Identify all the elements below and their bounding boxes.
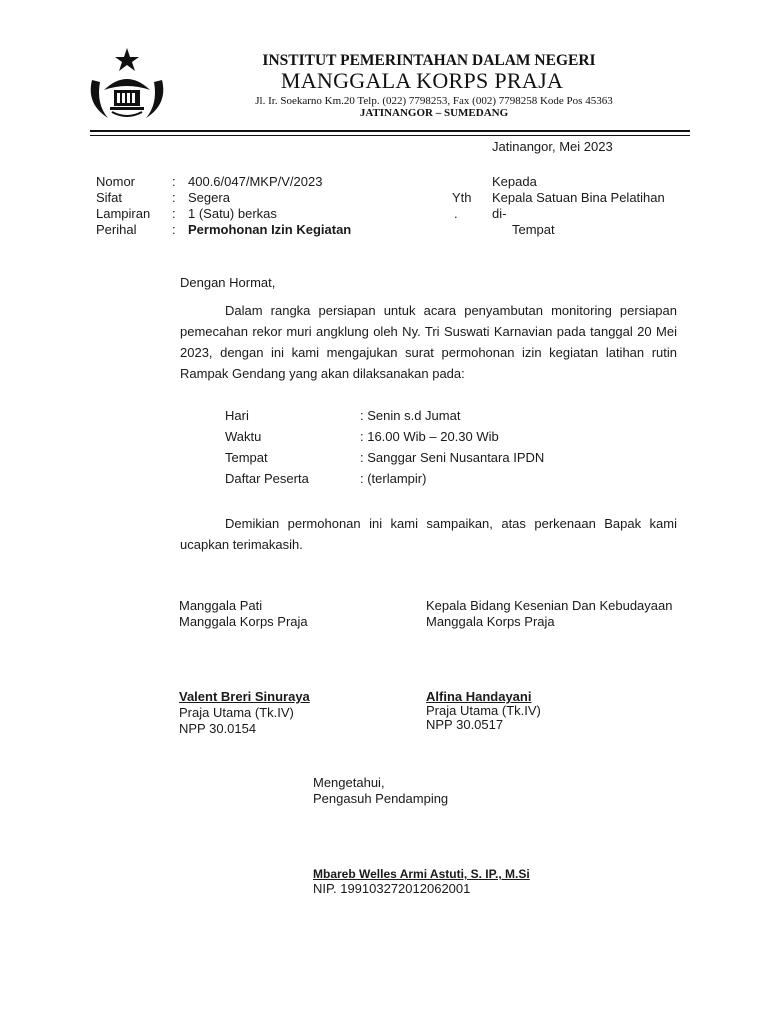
recipient-kepada: Kepada — [492, 174, 537, 189]
closing-paragraph — [180, 513, 677, 555]
nomor-value: 400.6/047/MKP/V/2023 — [188, 174, 323, 189]
detail-value-waktu: : 16.00 Wib – 20.30 Wib — [360, 429, 499, 444]
detail-label-hari: Hari — [225, 408, 249, 423]
sig-bottom-title1: Mengetahui, — [313, 775, 385, 790]
recipient-di: di- — [492, 206, 507, 221]
city-line: JATINANGOR – SUMEDANG — [359, 107, 509, 119]
sig-left-name: Valent Breri Sinuraya — [179, 689, 310, 704]
salutation: Dengan Hormat, — [180, 275, 276, 290]
nomor-colon: : — [172, 174, 176, 189]
sig-left-npp: NPP 30.0154 — [179, 721, 257, 736]
detail-value-hari: : Senin s.d Jumat — [360, 408, 461, 423]
recipient-yth: Yth — [452, 190, 472, 205]
detail-label-waktu: Waktu — [225, 429, 262, 444]
sig-right-name: Alfina Handayani — [426, 689, 532, 704]
sig-bottom-title2: Pengasuh Pendamping — [313, 791, 449, 806]
sig-bottom-nip: NIP. 199103272012062001 — [313, 881, 471, 896]
detail-label-peserta: Daftar Peserta — [225, 471, 309, 486]
sifat-label: Sifat — [96, 190, 123, 205]
body-paragraph — [180, 300, 677, 384]
institution-name: INSTITUT PEMERINTAHAN DALAM NEGERI — [262, 52, 596, 69]
detail-value-tempat: : Sanggar Seni Nusantara IPDN — [360, 450, 545, 465]
detail-value-peserta: : (terlampir) — [360, 471, 427, 486]
sig-right-title1: Kepala Bidang Kesenian Dan Kebudayaan — [426, 598, 673, 613]
lampiran-value: 1 (Satu) berkas — [188, 206, 277, 221]
sig-left-title2: Manggala Korps Praja — [179, 614, 308, 629]
letterhead-divider-thin — [90, 135, 690, 136]
recipient-yth-dot: . — [454, 206, 458, 221]
recipient-name: Kepala Satuan Bina Pelatihan — [492, 190, 665, 205]
sig-left-rank: Praja Utama (Tk.IV) — [179, 705, 294, 720]
sig-right-rank: Praja Utama (Tk.IV) — [426, 703, 541, 718]
letterhead-divider-thick — [90, 130, 690, 132]
sig-left-title1: Manggala Pati — [179, 598, 263, 613]
lampiran-label: Lampiran — [96, 206, 151, 221]
organization-name: MANGGALA KORPS PRAJA — [280, 68, 564, 93]
sifat-value: Segera — [188, 190, 230, 205]
perihal-value: Permohonan Izin Kegiatan — [188, 222, 352, 237]
sig-bottom-name: Mbareb Welles Armi Astuti, S. IP., M.Si — [313, 867, 530, 881]
lampiran-colon: : — [172, 206, 176, 221]
perihal-label: Perihal — [96, 222, 137, 237]
sig-right-title2: Manggala Korps Praja — [426, 614, 555, 629]
detail-label-tempat: Tempat — [225, 450, 268, 465]
letter-date: Jatinangor, Mei 2023 — [492, 139, 613, 154]
sig-right-npp: NPP 30.0517 — [426, 717, 504, 732]
body-paragraph-text: Dalam rangka persiapan untuk acara penyambutan monitoring persiapan pemecahan rekor muri angklung oleh Ny. Tri Suswati Karnavian pada tanggal 20 Mei 2023, dengan ini kami mengajukan surat permohonan izin kegiatan latihan rutin Rampak Gendang yang akan dilaksanakan pada: — [180, 303, 677, 381]
closing-paragraph-text: Demikian permohonan ini kami sampaikan, atas perkenaan Bapak kami ucapkan terimakasih. — [180, 516, 677, 552]
address-line: Jl. Ir. Soekarno Km.20 Telp. (022) 7798253, Fax (002) 7798258 Kode Pos 45363 — [255, 95, 613, 107]
perihal-colon: : — [172, 222, 176, 237]
nomor-label: Nomor — [96, 174, 136, 189]
recipient-tempat: Tempat — [512, 222, 555, 237]
sifat-colon: : — [172, 190, 176, 205]
